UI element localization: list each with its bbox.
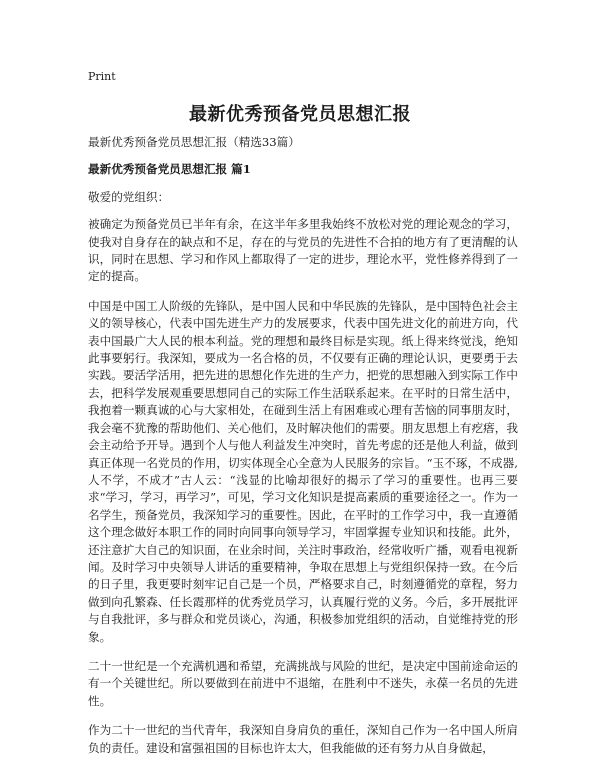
salutation: 敬爱的党组织： <box>88 189 170 204</box>
document-subtitle: 最新优秀预备党员思想汇报（精选33篇） <box>88 135 300 149</box>
paragraph: 被确定为预备党员已半年有余，在这半年多里我始终不放松对党的理论观念的学习，使我对自身存在的缺点和不足，存在的与党员的先进性不合拍的地方有了更清醒的认识，同时在思想、学习和作风上都取得了一定的进步，理论水平，党性修养得到了一定的提高。 <box>88 217 518 284</box>
paragraph: 二十一世纪是一个充满机遇和希望，充满挑战与风险的世纪，是决定中国前途命运的有一个关键世纪。所以要做到在前进中不退缩，在胜利中不迷失，永葆一名员的先进性。 <box>88 658 518 708</box>
paragraph: 中国是中国工人阶级的先锋队，是中国人民和中华民族的先锋队，是中国特色社会主义的领导核心，代表中国先进生产力的发展要求，代表中国先进文化的前进方向，代表中国最广大人民的根本利益。党的理想和最终目标是实现。纸上得来终觉浅，绝知此事要躬行。我深知，要成为一名合格的员，不仅要有正确的理论认识，更要勇于去实践。要活学活用，把先进的思想化作先进的生产力，把党的思想融入到实际工作中去，把科学发展观重要思想同自己的实际工作生活联系起来。在平时的日常生活中，我抱着一颗真诚的心与大家相处，在碰到生活上有困难或心理有苦恼的同事朋友时，我会毫不犹豫的帮助他们、关心他们，及时解决他们的需要。朋友思想上有疙瘩，我会主动给予开导。遇到个人与他人利益发生冲突时，首先考虑的还是他人利益，做到真正体现一名党员的作用，切实体现全心全意为人民服务的宗旨。“玉不琢，不成器,人不学，不成才”古人云：“浅显的比喻却很好的揭示了学习的重要性。也再三要求“学习，学习，再学习”，可见，学习文化知识是提高素质的重要途径之一。作为一名学生，预备党员，我深知学习的重要性。因此，在平时的工作学习中，我一直遵循这个理念做好本职工作的同时向同事向领导学习，牢固掌握专业知识和技能。此外，还注意扩大自己的知识面，在业余时间，关注时事政治，经常收听广播，观看电视新闻。及时学习中央领导人讲话的重要精神，争取在思想上与党组织保持一致。在今后的日子里，我更要时刻牢记自己是一个员，严格要求自己，时刻遵循党的章程，努力做到向孔繁森、任长霞那样的优秀党员学习，认真履行党的义务。今后，多开展批评与自我批评，多与群众和党员谈心，沟通，积极参加党组织的活动，自觉维持党的形象。 <box>88 298 518 644</box>
section-heading: 最新优秀预备党员思想汇报 篇1 <box>88 162 251 177</box>
document-title: 最新优秀预备党员思想汇报 <box>189 104 411 125</box>
print-label: Print <box>88 70 116 83</box>
document-body <box>88 134 518 769</box>
paragraph: 作为二十一世纪的当代青年，我深知自身肩负的重任，深知自己作为一名中国人所肩负的责任。建设和富强祖国的目标也许太大，但我能做的还有努力从自身做起， <box>88 723 518 755</box>
